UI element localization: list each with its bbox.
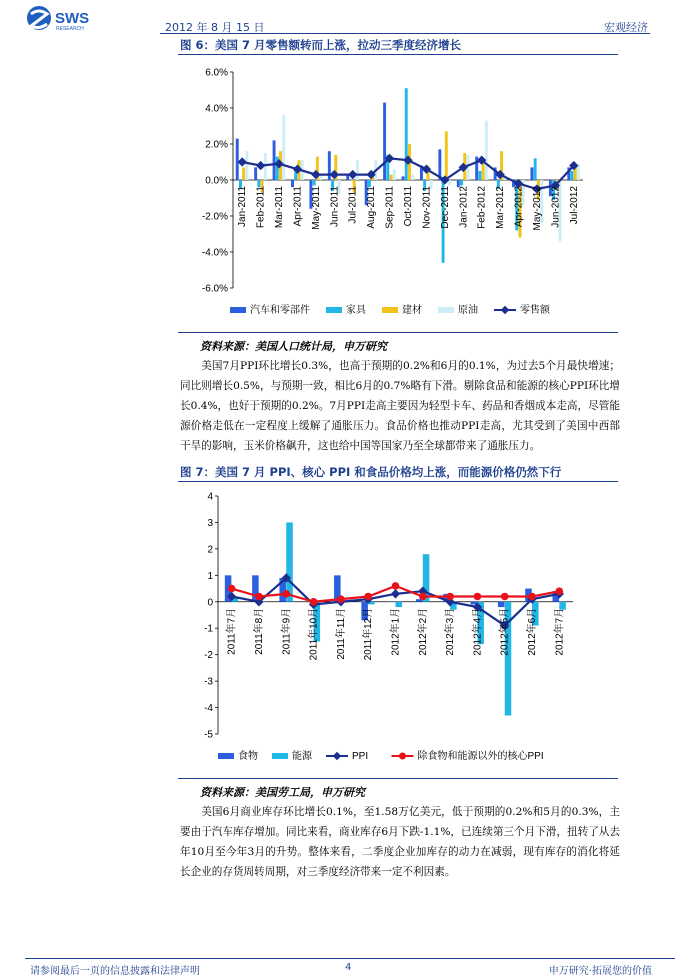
figure6-bottom-rule [178, 332, 618, 333]
legend-marker [333, 752, 341, 760]
x-tick-label: 2011年11月 [335, 607, 347, 660]
bar [482, 164, 485, 180]
x-tick-label: 2011年8月 [253, 607, 265, 655]
y-tick-label: -2 [204, 650, 213, 662]
y-tick-label: 4.0% [205, 103, 228, 115]
x-tick-label: Mar-2012 [495, 186, 507, 229]
x-tick-label: May-2012 [531, 186, 543, 231]
x-tick-label: Jan-2012 [458, 186, 470, 228]
figure7-chart [178, 484, 618, 774]
figure6-source: 资料来源：美国人口统计局，申万研究 [200, 340, 387, 353]
bar [445, 131, 448, 180]
figure7-top-rule [178, 481, 618, 482]
y-tick-label: 0 [207, 597, 213, 609]
bar [282, 115, 285, 180]
y-tick-label: 6.0% [205, 67, 228, 79]
legend-label: 能源 [292, 751, 312, 762]
x-tick-label: Jan-2011 [237, 186, 249, 227]
bar [393, 169, 396, 180]
x-tick-label: 2011年12月 [363, 607, 375, 661]
line-point [255, 593, 263, 601]
y-tick-label: 3 [207, 517, 213, 529]
legend-label: 食物 [238, 751, 258, 762]
bar [402, 176, 405, 180]
line-point [419, 593, 427, 601]
y-tick-label: -4 [204, 703, 213, 715]
footer-tagline: 申万研究·拓展您的价值 [548, 966, 652, 977]
x-tick-label: Nov-2011 [421, 186, 433, 229]
x-tick-label: Jun-2012 [550, 186, 562, 228]
x-tick-label: Jul-2011 [347, 186, 359, 224]
report-date: 2012 年 8 月 15 日 [165, 21, 265, 34]
bar [571, 171, 574, 180]
line-point [330, 170, 339, 179]
line-point [392, 582, 400, 590]
footer-disclaimer: 请参阅最后一页的信息披露和法律声明 [30, 966, 200, 977]
line-point [391, 589, 400, 598]
line-point [310, 598, 318, 606]
legend-label: PPI [352, 751, 369, 762]
bar [485, 121, 488, 180]
legend-label: 汽车和零部件 [250, 305, 310, 316]
x-tick-label: 2012年1月 [390, 607, 402, 656]
bar [313, 180, 316, 185]
bar [254, 167, 257, 180]
legend-marker [501, 306, 509, 314]
bar [460, 180, 463, 185]
x-tick-label: 2012年7月 [554, 607, 566, 656]
line-point [282, 590, 290, 598]
y-tick-label: -6.0% [201, 283, 228, 295]
legend-swatch [272, 753, 288, 759]
header-divider [160, 33, 650, 34]
bar [390, 175, 393, 180]
y-tick-label: 2 [207, 544, 213, 556]
legend-swatch [230, 307, 246, 313]
figure7-title: 图 7：美国 7 月 PPI、核心 PPI 和食品价格均上涨，而能源价格仍然下行 [180, 465, 562, 479]
x-tick-label: 2012年2月 [417, 607, 429, 656]
paragraph-ppi: 美国7月PPI环比增长0.3%，也高于预期的0.2%和6月的0.1%，为过去5个月最快增速；同比则增长0.5%，与预期一致，相比6月的0.7%略有下滑。剔除食品和能源的核心PPI环比增长0.4%，也好于预期的0.2%。7月PPI走高主要因为轻型卡车、药品和香烟成本走高，尽管能源价格走低在一定程度上缓解了通胀压力。食品价格也推动PPI走高，尤其受到了美国中西部干旱的影响，玉米价格飙升，这也给中国等国家乃至全球都带来了通胀压力。 [180, 360, 620, 452]
legend-swatch [438, 307, 454, 313]
legend-swatch [218, 753, 234, 759]
y-tick-label: 4 [207, 491, 213, 503]
y-tick-label: -5 [204, 729, 213, 741]
bar [273, 140, 276, 180]
figure6-title: 图 6：美国 7 月零售额转而上涨，拉动三季度经济增长 [180, 38, 462, 52]
x-tick-label: Apr-2012 [513, 186, 525, 228]
line-point [528, 593, 536, 601]
figure7-bottom-rule [178, 778, 618, 779]
sws-logo [25, 4, 135, 36]
y-tick-label: 1 [207, 570, 213, 582]
y-tick-label: -2.0% [201, 211, 228, 223]
bar [286, 522, 293, 601]
x-tick-label: Sep-2011 [384, 186, 396, 229]
x-tick-label: Mar-2011 [274, 186, 286, 229]
legend-label: 原油 [458, 305, 478, 316]
logo-text: SWS [55, 10, 90, 27]
x-tick-label: 2011年10月 [308, 607, 320, 661]
x-tick-label: 2012年6月 [527, 607, 539, 656]
figure6-chart [178, 56, 618, 328]
line-point [422, 165, 431, 174]
legend-label: 建材 [402, 305, 422, 316]
legend-swatch [382, 307, 398, 313]
report-section: 宏观经济 [604, 21, 648, 34]
legend-label: 零售额 [520, 305, 550, 316]
logo-sub: RESEARCH [56, 26, 84, 32]
footer-divider [25, 958, 675, 959]
x-tick-label: Jul-2012 [568, 186, 580, 225]
line-point [403, 156, 412, 165]
bar [236, 139, 239, 180]
bar [534, 158, 537, 180]
x-tick-label: May-2011 [310, 186, 322, 230]
x-tick-label: 2012年5月 [499, 607, 511, 656]
x-tick-label: 2011年9月 [281, 607, 293, 655]
line-point [556, 587, 564, 595]
x-tick-label: Jun-2011 [329, 186, 341, 227]
line-point [474, 593, 482, 601]
y-tick-label: 0.0% [205, 175, 228, 187]
legend-marker [399, 753, 406, 760]
page-number: 4 [345, 962, 352, 973]
x-tick-label: Apr-2011 [292, 186, 304, 227]
x-tick-label: 2011年7月 [226, 607, 238, 655]
x-tick-label: 2012年3月 [445, 607, 457, 656]
bar [405, 88, 408, 180]
bar [411, 175, 414, 180]
y-tick-label: 2.0% [205, 139, 228, 151]
bar [356, 160, 359, 180]
bar [245, 151, 248, 180]
bar [242, 167, 245, 180]
figure7-source: 资料来源：美国劳工局，申万研究 [200, 786, 365, 799]
x-tick-label: Oct-2011 [403, 186, 414, 227]
y-tick-label: -1 [204, 623, 213, 635]
bar [498, 602, 505, 607]
figure6-top-rule [178, 54, 618, 55]
line-point [446, 593, 454, 601]
line-point [501, 593, 509, 601]
bar [531, 167, 534, 180]
x-tick-label: Dec-2011 [439, 186, 451, 229]
legend-label: 家具 [346, 305, 366, 316]
line-point [337, 595, 345, 603]
line-point [364, 593, 372, 601]
paragraph-inventory: 美国6月商业库存环比增长0.1%，至1.58万亿美元，低于预期的0.2%和5月的0.3%，主要由于汽车库存增加。同比来看，商业库存6月下跌-1.1%，已连续第三个月下滑，扭转了从去年10月至今年3月的升势。整体来看，二季度企业加库存的动力在减弱，现有库存的消化将延长企业的存货周转周期，对三季度经济带来一定不利因素。 [180, 806, 620, 878]
bar [396, 602, 403, 607]
bar [383, 103, 386, 180]
y-tick-label: -3 [204, 676, 213, 688]
line-point [228, 585, 236, 593]
x-tick-label: 2012年4月 [472, 607, 484, 656]
x-tick-label: Feb-2011 [255, 186, 267, 229]
bar [478, 171, 481, 180]
legend-swatch [326, 307, 342, 313]
y-tick-label: -4.0% [201, 247, 228, 259]
legend-label: 除食物和能源以外的核心PPI [417, 751, 544, 762]
x-tick-label: Feb-2012 [476, 186, 488, 229]
x-tick-label: Aug-2011 [366, 186, 378, 229]
